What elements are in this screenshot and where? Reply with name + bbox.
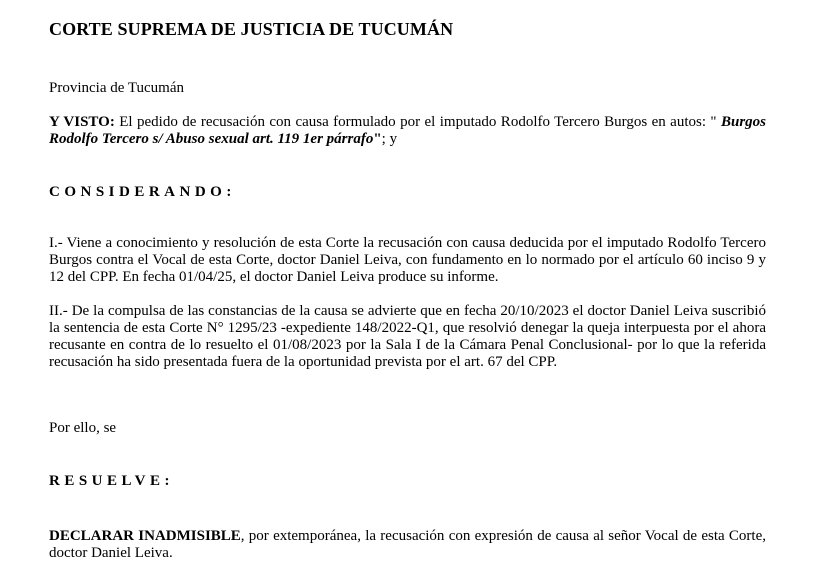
province-line: Provincia de Tucumán <box>49 80 184 96</box>
court-title: CORTE SUPREMA DE JUSTICIA DE TUCUMÁN <box>49 19 454 39</box>
considerando-paragraph-1: I.- Viene a conocimiento y resolución de esta Corte la recusación con causa deducida por el imputado Rodolfo Tercero Burgos contra el Vocal de esta Corte, doctor Daniel Leiva, con fundamento en lo normado por el artículo 60 inciso 9 y 12 del CPP. En fecha 01/04/25, el doctor Daniel Leiva produce su informe. <box>49 235 766 285</box>
considerando-paragraph-2: II.- De la compulsa de las constancias de la causa se advierte que en fecha 20/10/2023 el doctor Daniel Leiva suscribió la sentencia de esta Corte N° 1295/23 -expediente 148/2022-Q1, que resolvió denegar la queja interpuesta por el ahora recusante en contra de lo resuelto el 01/08/2023 por la Sala I de la Cámara Penal Conclusional- por lo que la referida recusación ha sido presentada fuera de la oportunidad prevista por el art. 67 del CPP. <box>49 303 766 370</box>
por-ello-line: Por ello, se <box>49 420 117 436</box>
visto-paragraph <box>49 114 766 148</box>
resolution-paragraph <box>49 528 766 562</box>
visto-text: El pedido de recusación con causa formulado por el imputado Rodolfo Tercero Burgos en autos: " <box>114 114 721 130</box>
resolution-label: DECLARAR INADMISIBLE <box>49 528 241 544</box>
resuelve-heading: RESUELVE: <box>49 473 174 489</box>
visto-tail: ; y <box>381 131 398 147</box>
considerando-heading: CONSIDERANDO: <box>49 184 236 200</box>
resolution-text: , por extemporánea, la recusación con expresión de causa al señor Vocal de esta Corte, doctor Daniel Leiva. <box>49 528 766 561</box>
case-title: Burgos Rodolfo Tercero s/ Abuso sexual art. 119 1er párrafo <box>49 114 767 147</box>
case-close-quote: " <box>373 131 382 147</box>
visto-label: Y VISTO: <box>49 114 115 130</box>
